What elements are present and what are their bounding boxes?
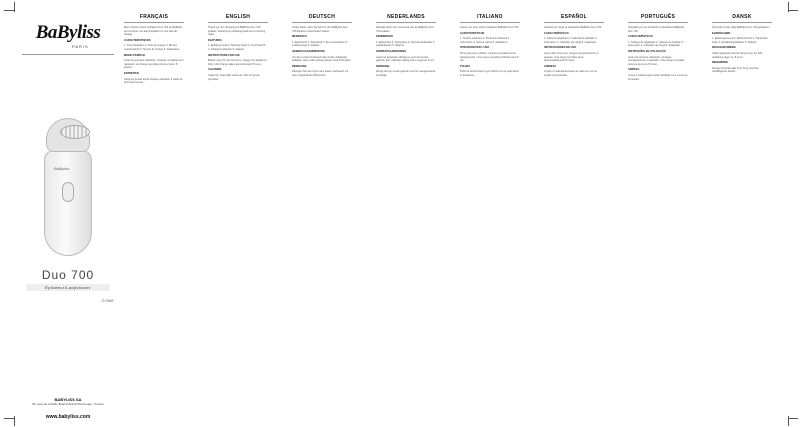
paragraph: Pulire la testina dopo ogni utilizzo con lo spazzolino in dotazione. — [460, 70, 520, 77]
section-heading: MODE D'EMPLOI — [124, 53, 145, 57]
paragraph: Merci d'avoir choisi l'épilateur Duo 700 de BaByliss qui combine une tête d'épilation et une tête de rasage. — [124, 26, 183, 37]
paragraph: Thank you for choosing the BaByliss Duo 700 epilator, featuring an epilating head and a shaving head. — [208, 26, 266, 37]
device-logo: BaByliss — [54, 166, 70, 171]
column-francais — [124, 14, 184, 414]
column-body — [124, 26, 184, 411]
column-header: PORTUGUÊS — [628, 14, 688, 23]
product-image — [40, 118, 96, 256]
paragraph: Limpie el cabezal después de cada uso con el cepillo suministrado. — [544, 70, 598, 77]
paragraph: Tak fordi du har valgt BaByliss Duo 700 epilatoren. — [712, 26, 771, 29]
model-name: Duo 700 — [41, 268, 95, 282]
website-link[interactable]: www.babyliss.com — [45, 414, 91, 420]
paragraph: Obrigado por ter escolhido a depiladora BaByliss Duo 700. — [628, 26, 685, 33]
column-header: DANSK — [712, 14, 772, 23]
paragraph: Avant la première utilisation, chargez complètement l'appareil. La charge complète prend environ 8 heures. — [124, 59, 184, 70]
paragraph: Reinigen Sie den Kopf nach jedem Gebrauch mit dem mitgelieferten Bürstchen. — [292, 70, 349, 77]
column-body — [712, 26, 772, 411]
crop-mark — [14, 2, 15, 12]
paragraph: Laad het apparaat volledig op voor het eerste gebruik. Een volledige lading duurt ongeveer 8 uur. — [376, 55, 435, 63]
paragraph: 1. Testina epilatrice 2. Testina di rasatura 3. Interruttore 4. Spia di carica 5. Adattatore — [460, 37, 510, 44]
column-body — [544, 26, 604, 411]
paragraph: 1. Cabezal depilador 2. Cabezal de afeitado 3. Interruptor 4. Indicador de carga 5. Adaptador — [544, 37, 598, 44]
column-header: NEDERLANDS — [376, 14, 436, 23]
company-address: 99, Avenue Aristide Briand 92120 Montrouge - France — [32, 402, 104, 406]
section-heading: PULIZIA — [460, 64, 471, 68]
section-heading: CARACTERÍSTICAS — [628, 35, 653, 39]
section-heading: CARATTERISTICHE — [460, 31, 485, 35]
section-heading: GEBRUIKSAANWIJZING — [376, 49, 407, 53]
section-heading: CARACTÉRISTIQUES — [124, 38, 151, 42]
column-body — [460, 26, 520, 411]
paragraph: Vor dem ersten Gebrauch das Gerät vollständig aufladen. Eine volle Ladung dauert etwa 8 Stunden. — [292, 55, 352, 63]
section-heading: LIMPEZA — [628, 68, 640, 72]
paragraph: 1. Epileerkop 2. Scheerkop 3. Aan/uit-schakelaar 4. Laadindicator 5. Adapter — [376, 40, 435, 48]
paragraph: Nettoyez la tête après chaque utilisation à l'aide de la brosse fournie. — [124, 77, 183, 85]
section-heading: REINIGUNG — [292, 64, 307, 68]
paragraph: Oplad apparatet helt før første brug. En fuld opladning tager ca. 8 timer. — [712, 51, 763, 59]
column-italiano — [460, 14, 520, 414]
paragraph: 1. Epilating head 2. Shaving head 3. On/off switch 4. Charging indicator 5. Adaptor — [208, 44, 266, 51]
paragraph: Grazie per aver scelto l'epilatore BaByliss Duo 700. — [460, 26, 520, 29]
section-heading: INSTRUÇÕES DE UTILIZAÇÃO — [628, 49, 666, 53]
column-dansk — [712, 14, 772, 414]
section-heading: REINIGING — [376, 64, 390, 68]
paragraph: 1. Epilierkopf 2. Scherkopf 3. Ein-/Ausschalter 4. Ladeanzeige 5. Adapter — [292, 40, 348, 48]
section-heading: GEBRAUCHSANWEISUNG — [292, 49, 325, 53]
section-heading: KENMERKEN — [376, 35, 393, 39]
company-name: BABYLISS SA — [54, 397, 82, 402]
section-heading: ISTRUZIONI PER L'USO — [460, 46, 490, 50]
section-heading: INSTRUCCIONES DE USO — [544, 46, 577, 50]
paragraph: Limpe a cabeça após cada utilização com a escova fornecida. — [628, 73, 688, 81]
paragraph: Before using for the first time, charge the appliance fully. A full charge takes approximately 8 hours. — [208, 59, 267, 66]
column-nederlands — [376, 14, 436, 414]
column-header: FRANÇAIS — [124, 14, 184, 23]
column-deutsch — [292, 14, 352, 414]
paragraph: Prima del primo utilizzo, caricare completamente l'apparecchio. Una carica completa richiede circa 8 ore. — [460, 51, 519, 63]
cover-panel — [22, 14, 114, 420]
column-portugues — [628, 14, 688, 414]
paragraph: Gracias por elegir la depiladora BaByliss Duo 700. — [544, 26, 602, 29]
crop-mark — [788, 418, 798, 419]
section-heading: INSTRUCTIONS FOR USE — [208, 53, 240, 57]
paragraph: Reinig de kop na elk gebruik met het meegeleverde borsteltje. — [376, 70, 436, 77]
paragraph: Rengør hovedet efter hver brug med den medfølgende børste. — [712, 66, 760, 74]
column-header: DEUTSCH — [292, 14, 352, 23]
column-espanol — [544, 14, 604, 414]
device-switch — [62, 182, 74, 202]
section-heading: MERKMALE — [292, 35, 307, 39]
column-body — [208, 26, 268, 411]
section-heading: LIMPIEZA — [544, 64, 557, 68]
column-body — [376, 26, 436, 411]
column-body — [292, 26, 352, 411]
section-heading: ENTRETIEN — [124, 71, 139, 75]
section-heading: CARACTERÍSTICAS — [544, 31, 569, 35]
paragraph: Hartelijk dank voor uw keuze van de BaByliss Duo 700 epilator. — [376, 26, 434, 33]
section-heading: RENGØRING — [712, 61, 728, 65]
column-header: ENGLISH — [208, 14, 268, 23]
paragraph: Antes del primer uso, cargue completamente el aparato. Una carga completa dura aproximadamente 8 horas. — [544, 51, 599, 63]
brand-logo: BaByliss — [35, 22, 101, 43]
crop-mark — [788, 10, 798, 11]
section-heading: BRUGSANVISNING — [712, 46, 736, 50]
column-header: ITALIANO — [460, 14, 520, 23]
paragraph: 1. Tête d'épilation 2. Tête de rasage 3. Bouton marche/arrêt 4. Témoin de charge 5. Adaptateur — [124, 44, 180, 51]
column-english — [208, 14, 268, 414]
column-body — [628, 26, 688, 411]
brand-subtitle: PARIS — [72, 44, 89, 49]
paragraph: 1. Cabeça de depilação 2. Cabeça de barbear 3. Interruptor 4. Indicador de carga 5. Adaptador — [628, 40, 684, 48]
model-reference: G768E — [101, 298, 114, 303]
crop-mark — [4, 418, 14, 419]
section-heading: EGENSKABER — [712, 31, 731, 35]
crop-mark — [4, 10, 14, 11]
cover-divider — [22, 54, 114, 55]
crop-mark — [788, 2, 789, 12]
paragraph: 1. Epileringshoved 2. Barberhoved 3. Tænd/sluk-knap 4. Opladningsindikator 5. Adapter — [712, 37, 769, 44]
paragraph: Clean the head after each use with the brush provided. — [208, 73, 260, 81]
epilating-disc — [60, 125, 90, 139]
column-header: ESPAÑOL — [544, 14, 604, 23]
model-description: Épilateur/Ladyshaver — [26, 284, 110, 291]
crop-mark — [14, 416, 15, 426]
paragraph: Antes da primeira utilização, carregue completamente o aparelho. Uma carga completa demora cerca de 8 horas. — [628, 55, 685, 66]
section-heading: FEATURES — [208, 38, 222, 42]
company-address-block — [22, 398, 114, 406]
device-head — [46, 118, 90, 152]
crop-mark — [788, 416, 789, 426]
paragraph: Vielen Dank, dass Sie sich für den BaByliss Duo 700 Epilierer entschieden haben. — [292, 26, 348, 33]
section-heading: CLEANING — [208, 68, 222, 72]
